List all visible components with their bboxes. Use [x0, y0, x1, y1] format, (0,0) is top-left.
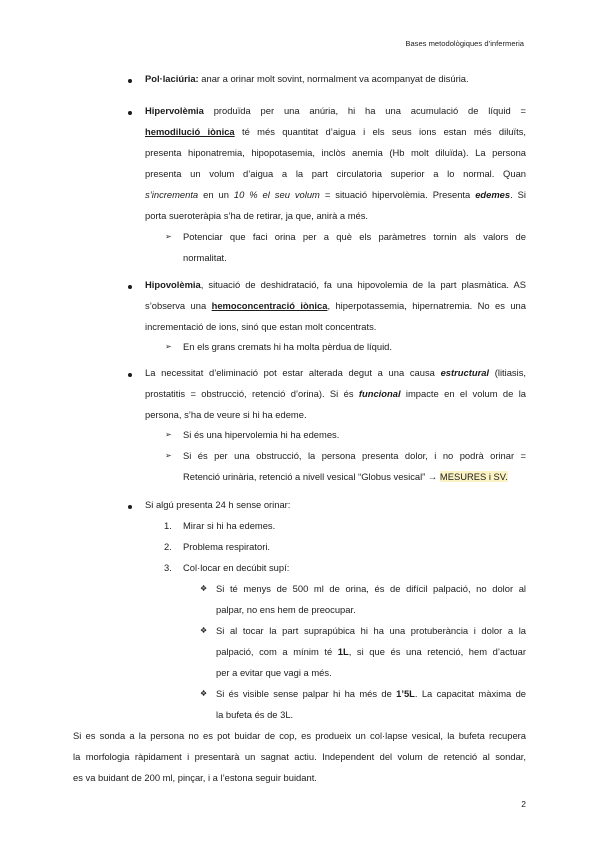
h24-detail-3-text-a: Si és visible sense palpar hi ha més de [216, 688, 397, 699]
h24-item-3: Col·locar en decúbit supí: [183, 562, 290, 573]
final-line-1: Si es sonda a la persona no es pot buidar de cop, es produeix un col·lapse vesical, la bufeta recupera [73, 730, 526, 741]
hemodilucio-term: hemodilució iònica [145, 126, 235, 137]
diamond-bullet-icon: ❖ [200, 584, 208, 593]
elim-line-1 [145, 367, 526, 379]
hipo-line-3: incrementació de ions, sinó que estan molt concentrats. [145, 321, 377, 332]
hipervolemia-term: Hipervolèmia [145, 105, 204, 116]
h24-detail-1-line-2: palpar, no ens hem de preocupar. [216, 604, 356, 615]
elim-line-3: persona, s’ha de veure si hi ha edeme. [145, 409, 307, 420]
hemoconcentracio-term: hemoconcentració iònica [211, 300, 328, 311]
hiper-text-5d: = situació hipervolèmia. Presenta [319, 189, 476, 200]
final-line-2: la morfologia ràpidament i presentarà un sagnat actiu. Independent del volum de retenció al sondar, [73, 751, 526, 762]
hiper-line-4: presenta un volum d’aigua a la part circulatoria superior a lo normal. Quan [145, 168, 526, 179]
hipo-text-2a: s’observa una [145, 300, 212, 311]
edemes-term: edemes [475, 189, 511, 200]
polaciuria-term: Pol·laciúria: [145, 73, 199, 84]
diamond-bullet-icon: ❖ [200, 626, 208, 635]
list-number: 2. [164, 541, 172, 552]
elim-text-1: (litiasis, [489, 367, 526, 378]
h24-item-1: Mirar si hi ha edemes. [183, 520, 276, 531]
arrow-icon: ➢ [165, 430, 172, 439]
hiper-line-6: porta sueroteràpia s’ha de retirar, ja que, anirà a més. [145, 210, 369, 221]
hiper-text-5b: en un [198, 189, 234, 200]
hiper-text-2: té més quantitat d’aigua i els seus ions estan més diluïts, [234, 126, 526, 137]
volume-1-5l: 1’5L [396, 688, 415, 699]
hipo-sub-1: En els grans cremats hi ha molta pèrdua de líquid. [183, 341, 392, 352]
h24-detail-3-line-2: la bufeta és de 3L. [216, 709, 294, 720]
h24-detail-2-text-a: palpació, com a mínim té [216, 646, 338, 657]
hiper-line-3: presenta hiponatremia, hipopotasemia, inclòs anemia (Hb molt diluïda). La persona [145, 147, 526, 158]
arrow-icon: ➢ [165, 232, 172, 241]
bullet-icon [128, 373, 132, 377]
hiper-sub-1-line-2: normalitat. [183, 252, 227, 263]
elim-sub-2-line-2 [183, 471, 508, 483]
bullet-icon [128, 79, 132, 83]
arrow-icon: ➢ [165, 342, 172, 351]
bullet-icon [128, 285, 132, 289]
h24-detail-2-line-3: per a evitar que vagi a més. [216, 667, 332, 678]
hiper-line-2 [145, 126, 526, 138]
elim-text-2a: prostatitis = obstrucció, retenció d’orina). Si és [145, 388, 359, 399]
elim-sub-2-text: Retenció urinària, retenció a nivell vesical “Globus vesical” → [183, 471, 440, 482]
page-number: 2 [521, 799, 526, 809]
hipo-line-2 [145, 300, 526, 312]
hipo-line-1 [145, 279, 526, 291]
hiper-incrementa: s’incrementa [145, 189, 199, 200]
h24-detail-1-line-1: Si té menys de 500 ml de orina, és de difícil palpació, no dolor al [216, 583, 526, 594]
mesures-highlight: MESURES i SV. [439, 471, 508, 482]
h24-detail-3-line-1 [216, 688, 526, 700]
funcional-term: funcional [358, 388, 401, 399]
elim-text-2: impacte en el volum de la [400, 388, 526, 399]
final-line-3: es va buidant de 200 ml, pinçar, i a l’estona seguir buidant. [73, 772, 317, 783]
hiper-line-1 [145, 105, 526, 117]
hiper-line-5 [145, 189, 526, 201]
h24-detail-2-text-c: , si que és una retenció, hem d’actuar [348, 646, 526, 657]
polaciuria-line [145, 73, 469, 85]
estructural-term: estructural [440, 367, 490, 378]
hipo-text-1: , situació de deshidratació, fa una hipovolemia de la part plasmàtica. AS [200, 279, 526, 290]
h24-detail-2-line-1: Si al tocar la part suprapúbica hi ha una protuberància i dolor a la [216, 625, 526, 636]
hiper-text-1: produïda per una anúria, hi ha una acumulació de líquid = [203, 105, 526, 116]
arrow-icon: ➢ [165, 451, 172, 460]
polaciuria-text: anar a orinar molt sovint, normalment va acompanyat de disúria. [198, 73, 469, 84]
hiper-sub-1-line-1: Potenciar que faci orina per a què els paràmetres tornin als valors de [183, 231, 526, 242]
elim-line-2 [145, 388, 526, 400]
h24-detail-3-text-c: . La capacitat màxima de [414, 688, 526, 699]
page-header: Bases metodològiques d’infermeria [405, 39, 524, 48]
bullet-icon [128, 505, 132, 509]
hiper-10-percent: 10 % el seu volum [233, 189, 320, 200]
list-number: 1. [164, 520, 172, 531]
h24-intro: Si algú presenta 24 h sense orinar: [145, 499, 291, 510]
h24-detail-2-line-2 [216, 646, 526, 658]
elim-text-1a: La necessitat d’eliminació pot estar alterada degut a una causa [145, 367, 441, 378]
elim-sub-2-line-1: Si és per una obstrucció, la persona presenta dolor, i no podrà orinar = [183, 450, 526, 461]
volume-1l: 1L [337, 646, 349, 657]
hipo-text-2: , hiperpotassemia, hipernatremia. No es una [327, 300, 526, 311]
h24-item-2: Problema respiratori. [183, 541, 271, 552]
elim-sub-1: Si és una hipervolemia hi ha edemes. [183, 429, 340, 440]
bullet-icon [128, 111, 132, 115]
hipovolemia-term: Hipovolèmia [145, 279, 201, 290]
list-number: 3. [164, 562, 172, 573]
diamond-bullet-icon: ❖ [200, 689, 208, 698]
hiper-text-5f: . Si [510, 189, 527, 200]
